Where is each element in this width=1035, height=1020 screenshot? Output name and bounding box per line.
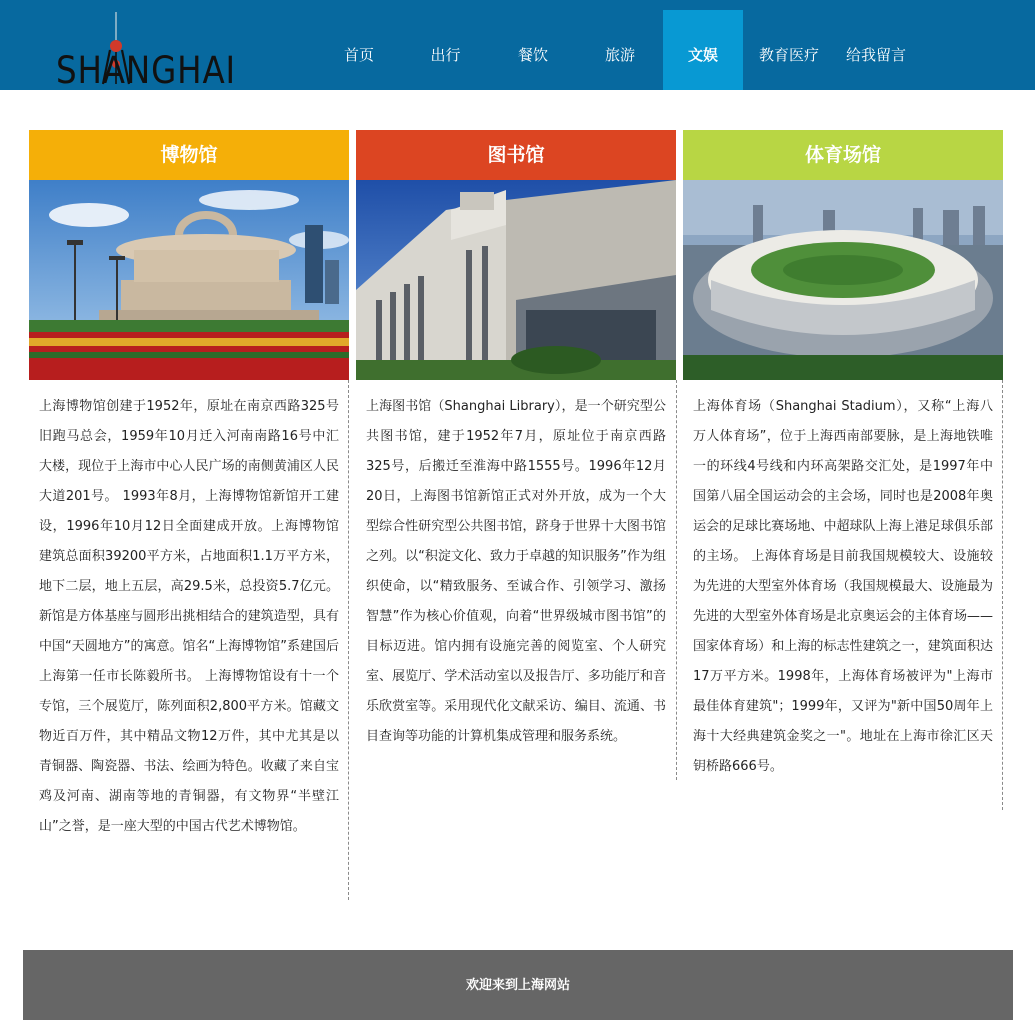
svg-text:SHANGHAI: SHANGHAI — [56, 49, 236, 88]
oriental-pearl-tower-logo-icon — [52, 10, 242, 88]
stadium-column — [683, 130, 1003, 782]
main-nav — [316, 10, 917, 90]
nav-item-tourism[interactable]: 旅游 — [604, 46, 635, 64]
nav-item-home[interactable]: 首页 — [343, 46, 374, 64]
museum-title: 博物馆 — [29, 130, 349, 180]
nav-item-education-medical[interactable]: 教育医疗 — [758, 46, 819, 64]
stadium-image — [683, 180, 1003, 380]
nav-item-message[interactable]: 给我留言 — [845, 46, 906, 64]
library-description: 上海图书馆（Shanghai Library），是一个研究型公共图书馆，建于1952年7月，原址位于南京西路325号，后搬迁至淮海中路1555号。1996年12月20日，上海图书馆新馆正式对外开放，成为一个大型综合性研究型公共图书馆，跻身于世界十大图书馆之列。以“积淀文化、致力于卓越的知识服务”作为组织使命，以“精致服务、至诚合作、引领学习、激扬智慧”作为核心价值观，向着“世界级城市图书馆”的目标迈进。馆内拥有设施完善的阅览室、个人研究室、展览厅、学术活动室以及报告厅、多功能厅和音乐欣赏室等。采用现代化文献采访、编目、流通、书目查询等功能的计算机集成管理和服务系统。 — [366, 399, 666, 744]
column-divider — [676, 380, 677, 780]
museum-description: 上海博物馆创建于1952年，原址在南京西路325号旧跑马总会，1959年10月迁入河南南路16号中汇大楼，现位于上海市中心人民广场的南侧黄浦区人民大道201号。 1993年8月，上海博物馆新馆开工建设，1996年10月12日全面建成开放。上海博物馆建筑总面积39200平方米，占地面积1.1万平方米，地下二层，地上五层，高29.5米，总投资5.7亿元。新馆是方体基座与圆形出挑相结合的建筑造型，具有中国“天圆地方”的寓意。馆名“上海博物馆”系建国后上海第一任市长陈毅所书。 上海博物馆设有十一个专馆，三个展览厅，陈列面积2,800平方米。馆藏文物近百万件，其中精品文物12万件，其中尤其是以青铜器、陶瓷器、书法、绘画为特色。收藏了来自宝鸡及河南、湖南等地的青铜器，有文物界“半壁江山”之誉，是一座大型的中国古代艺术博物馆。 — [39, 399, 339, 834]
column-divider — [1002, 380, 1003, 810]
stadium-title: 体育场馆 — [683, 130, 1003, 180]
site-footer — [23, 950, 1013, 1020]
nav-item-entertainment[interactable]: 文娱 — [663, 10, 743, 90]
shanghai-logo[interactable] — [52, 10, 242, 88]
library-image — [356, 180, 676, 380]
site-header — [0, 0, 1035, 90]
museum-image — [29, 180, 349, 380]
library-column — [356, 130, 676, 752]
library-title: 图书馆 — [356, 130, 676, 180]
nav-item-travel[interactable]: 出行 — [430, 46, 461, 64]
stadium-description: 上海体育场（Shanghai Stadium），又称“上海八万人体育场”，位于上海西南部要脉，是上海地铁唯一的环线4号线和内环高架路交汇处，是1997年中国第八届全国运动会的主会场，同时也是2008年奥运会的足球比赛场地、中超球队上海上港足球俱乐部的主场。 上海体育场是目前我国规模较大、设施较为先进的大型室外体育场（我国规模最大、设施最为先进的大型室外体育场是北京奥运会的主体育场——国家体育场）和上海的标志性建筑之一，建筑面积达17万平方米。1998年，上海体育场被评为"上海市最佳体育建筑"；1999年，又评为"新中国50周年上海十大经典建筑金奖之一"。地址在上海市徐汇区天钥桥路666号。 — [693, 399, 993, 774]
museum-column — [29, 130, 349, 842]
column-divider — [348, 380, 349, 900]
nav-item-dining[interactable]: 餐饮 — [517, 46, 548, 64]
footer-text: 欢迎来到上海网站 — [465, 978, 570, 993]
